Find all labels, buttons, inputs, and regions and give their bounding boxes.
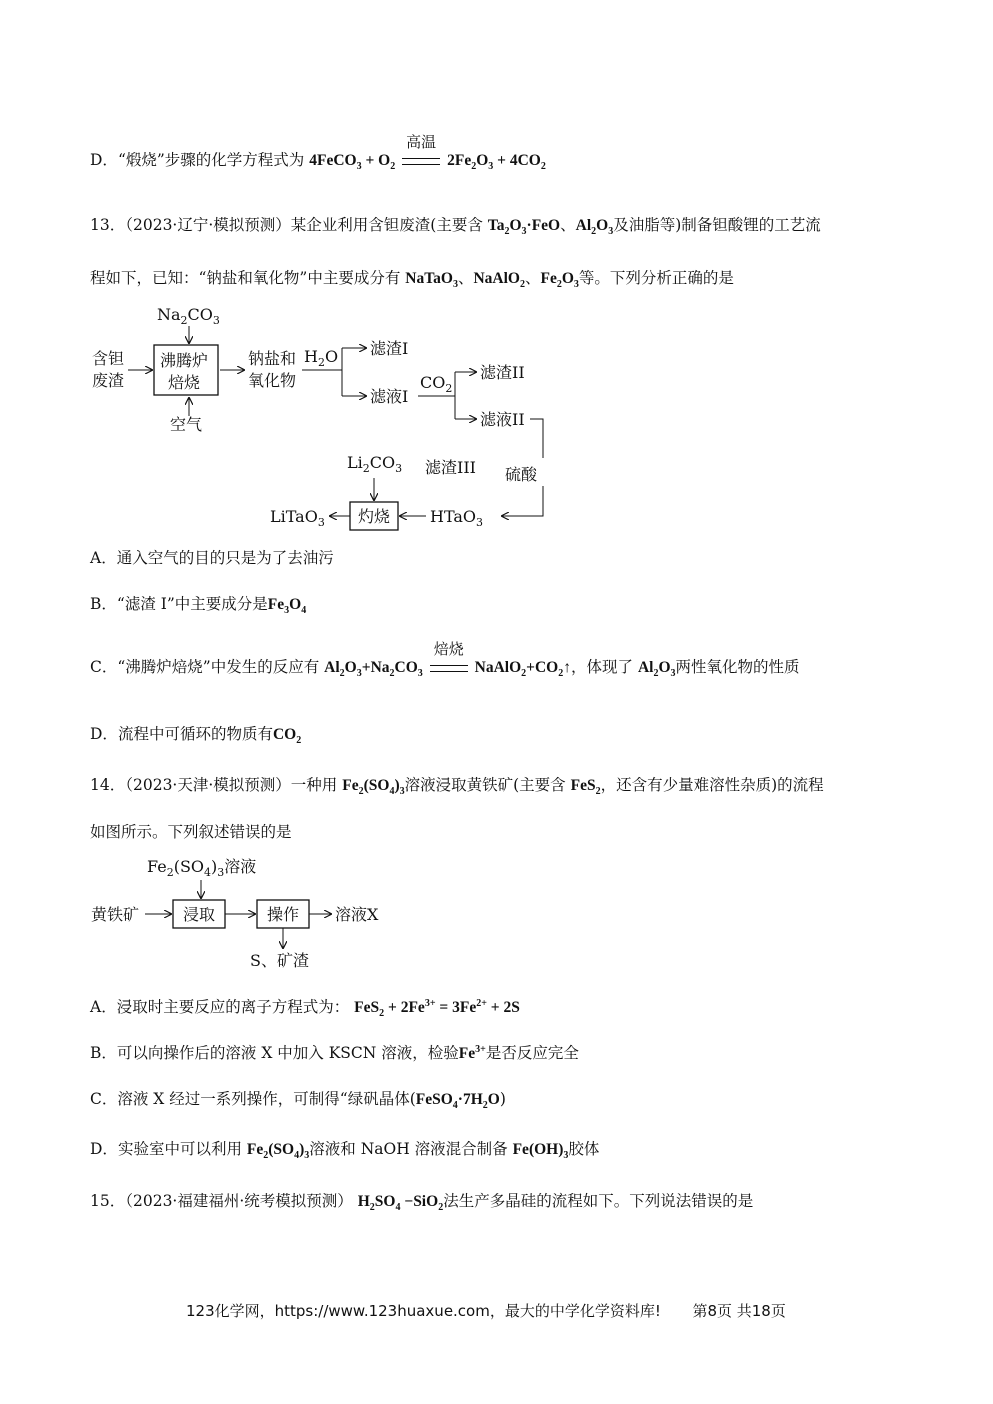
- q14-option-b: B．可以向操作后的溶液 X 中加入 KSCN 溶液，检验$Fe^{3+}$是否反应完全: [90, 1043, 579, 1062]
- flow-box-calcine-label: 灼烧: [358, 507, 391, 526]
- q14-option-a: A．浸取时主要反应的离子方程式为： $FeS_2 + 2Fe^{3+} = 3Fe^{2+} + 2S$: [90, 997, 520, 1020]
- q13-option-b: B．“滤渣 I”中主要成分是$Fe_3O_4$: [90, 595, 307, 617]
- flow-air: 空气: [170, 415, 203, 434]
- q13-stem-line1: 13．（2023·辽宁·模拟预测）某企业利用含钽废渣(主要含 $Ta_2O_3\cdot FeO$、$Al_2O_3$及油脂等)制备钽酸锂的工艺流: [90, 216, 821, 238]
- flow-fe2so43: $Fe_2(SO_4)_3$溶液: [147, 857, 257, 879]
- flow-waste: S、矿渣: [250, 951, 309, 970]
- q14-stem-line2: 如图所示。下列叙述错误的是: [90, 823, 292, 841]
- q15-stem: 15．（2023·福建福州·统考模拟预测） $H_2SO_4 -SiO_2$法生产多晶硅的流程如下。下列说法错误的是: [90, 1192, 754, 1214]
- q13-stem-line2: 程如下，已知：“钠盐和氧化物”中主要成分有 NaTaO$_3$、NaAlO$_2$、$Fe_2O_3$等。下列分析正确的是: [90, 269, 734, 291]
- footer-site: 123化学网，https://www.123huaxue.com，最大的中学化学资料库!: [186, 1302, 661, 1320]
- q14-option-d: D．实验室中可以利用 $Fe_2(SO_4)_3$溶液和 NaOH 溶液混合制备 $Fe(OH)_3$胶体: [90, 1140, 600, 1162]
- reaction-condition: 高温: [402, 151, 440, 169]
- flow-box-operate-label: 操作: [267, 905, 300, 924]
- flow-water: $H_2O$: [304, 347, 339, 369]
- flow-pyrite: 黄铁矿: [91, 905, 140, 924]
- q12-option-d: D．“煅烧”步骤的化学方程式为 4FeCO$_3$ + $O_2$ 高温 $2Fe_2O_3 + 4CO_2$: [90, 133, 546, 173]
- flow-acid: 硫酸: [505, 465, 538, 484]
- page-footer: [186, 1300, 786, 1321]
- q14-stem-line1: 14．（2023·天津·模拟预测）一种用 $Fe_2(SO_4)_3$溶液浸取黄铁矿(主要含 FeS$_2$，还含有少量难溶性杂质)的流程: [90, 776, 824, 798]
- flow-box-leach-label: 浸取: [183, 905, 216, 924]
- flow-box-furnace-line2: 焙烧: [168, 373, 201, 392]
- q13-flow-diagram: [80, 298, 560, 538]
- flow-co2: $CO_2$: [420, 373, 453, 395]
- reaction-condition: 焙烧: [430, 658, 468, 676]
- flow-solution-x: 溶液X: [335, 905, 379, 924]
- flow-input-line1: 含钽: [92, 349, 125, 368]
- flow-input-line2: 废渣: [92, 371, 125, 390]
- q14-flow-diagram: [85, 848, 405, 976]
- flow-product-line1: 钠盐和: [248, 349, 297, 368]
- flow-filtrate-2: 滤液II: [480, 410, 525, 429]
- q13-option-a: A．通入空气的目的只是为了去油污: [90, 549, 334, 567]
- flow-htao3: HTaO$_3$: [430, 507, 484, 529]
- flow-residue-1: 滤渣I: [370, 339, 409, 358]
- q14-option-c: C．溶液 X 经过一系列操作，可制得“绿矾晶体$(FeSO_4\cdot 7H_2O)$: [90, 1090, 506, 1112]
- flow-product-line2: 氧化物: [248, 371, 297, 390]
- q13-option-d: D．流程中可循环的物质有$CO_2$: [90, 725, 302, 747]
- footer-page-number: 第8页 共18页: [692, 1302, 786, 1320]
- flow-litao3: LiTaO$_3$: [270, 507, 325, 529]
- flow-residue-3: 滤渣III: [425, 458, 476, 477]
- flow-li2co3: $Li_2CO_3$: [347, 453, 403, 475]
- flow-box-furnace-line1: 沸腾炉: [160, 351, 209, 370]
- flow-residue-2: 滤渣II: [480, 363, 525, 382]
- flow-filtrate-1: 滤液I: [370, 387, 409, 406]
- q13-option-c: C．“沸腾炉焙烧”中发生的反应有 $Al_2O_3+Na_2CO_3$ 焙烧 $NaAlO_2+CO_2↑$，体现了 $Al_2O_3$两性氧化物的性质: [90, 640, 800, 680]
- flow-na2co3: $Na_2CO_3$: [157, 305, 220, 327]
